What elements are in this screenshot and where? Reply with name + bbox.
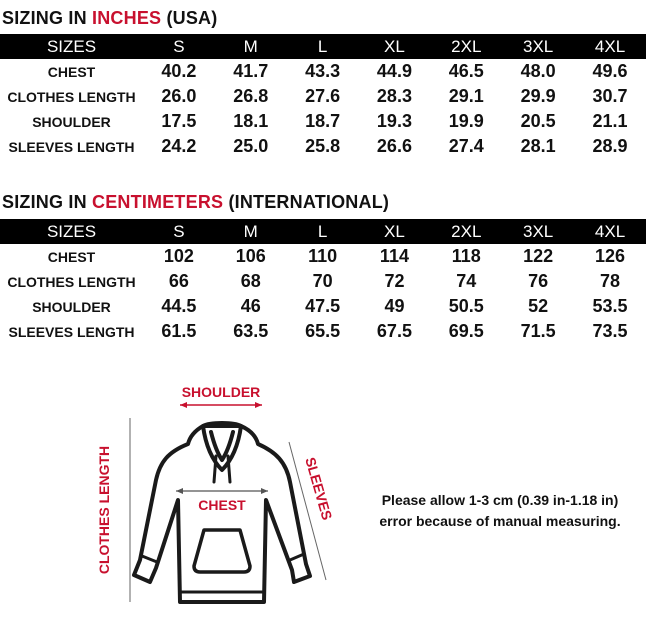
shoulder-arrow-right (255, 402, 262, 408)
table-cell: 73.5 (592, 321, 628, 341)
centimeters-header-size: 2XL (430, 219, 502, 244)
row-label: CLOTHES LENGTH (7, 273, 136, 290)
table-cell: 49.6 (592, 61, 628, 81)
table-cell: 18.1 (233, 111, 269, 131)
table-cell: 48.0 (520, 61, 556, 81)
table-cell: 29.1 (448, 86, 484, 106)
table-cell: 122 (523, 246, 554, 266)
row-label: SLEEVES LENGTH (8, 138, 135, 155)
inches-title-prefix: SIZING IN (2, 8, 87, 28)
table-cell: 28.3 (376, 86, 412, 106)
table-cell: 74 (456, 271, 477, 291)
table-cell: 68 (240, 271, 261, 291)
inches-title-suffix: (USA) (166, 8, 218, 28)
table-cell: 19.3 (376, 111, 412, 131)
table-row (0, 294, 646, 319)
centimeters-header-sizes: SIZES (0, 219, 143, 244)
centimeters-header-size: 4XL (574, 219, 646, 244)
table-cell: 18.7 (305, 111, 341, 131)
table-cell: 118 (451, 246, 481, 266)
table-cell: 25.0 (233, 136, 269, 156)
measurement-note (362, 490, 638, 532)
clothes-length-label: CLOTHES LENGTH (96, 445, 112, 575)
row-label: CLOTHES LENGTH (7, 88, 136, 105)
row-label: SHOULDER (32, 113, 111, 130)
table-cell: 27.6 (305, 86, 341, 106)
inches-header-size: 2XL (430, 34, 502, 59)
table-cell: 40.2 (161, 61, 197, 81)
table-cell: 21.1 (592, 111, 628, 131)
inches-header-size: M (215, 34, 287, 59)
table-cell: 41.7 (233, 61, 269, 81)
table-row (0, 134, 646, 159)
centimeters-section-title (2, 192, 389, 213)
table-row (0, 269, 646, 294)
shoulder-arrow-left (180, 402, 187, 408)
inches-header-sizes: SIZES (0, 34, 143, 59)
centimeters-header-size: M (215, 219, 287, 244)
shoulder-dimension (180, 384, 262, 408)
table-cell: 26.0 (161, 86, 197, 106)
table-row (0, 84, 646, 109)
centimeters-title-prefix: SIZING IN (2, 192, 87, 212)
centimeters-header-size: L (287, 219, 359, 244)
centimeters-header-row (0, 219, 646, 244)
table-cell: 126 (595, 246, 626, 266)
chest-label: CHEST (198, 497, 246, 513)
row-label: CHEST (47, 248, 96, 265)
inches-header-size: 4XL (574, 34, 646, 59)
centimeters-header-size: S (143, 219, 215, 244)
centimeters-size-table (0, 219, 646, 344)
table-cell: 61.5 (161, 321, 197, 341)
inches-size-table (0, 34, 646, 159)
inches-section-title (2, 8, 217, 29)
hoodie-measurement-diagram (0, 370, 360, 633)
table-cell: 24.2 (161, 136, 197, 156)
table-cell: 27.4 (448, 136, 484, 156)
table-cell: 50.5 (448, 296, 484, 316)
table-cell: 52 (528, 296, 549, 316)
table-cell: 106 (235, 246, 266, 266)
table-cell: 53.5 (592, 296, 628, 316)
table-cell: 29.9 (520, 86, 556, 106)
table-cell: 28.9 (592, 136, 628, 156)
inches-header-size: XL (359, 34, 431, 59)
table-cell: 30.7 (592, 86, 628, 106)
table-cell: 26.8 (233, 86, 269, 106)
table-cell: 44.5 (161, 296, 197, 316)
table-cell: 66 (168, 271, 189, 291)
note-line-1: Please allow 1-3 cm (0.39 in-1.18 in) (381, 492, 619, 508)
table-row (0, 109, 646, 134)
note-line-2: error because of manual measuring. (379, 513, 621, 529)
table-cell: 65.5 (305, 321, 341, 341)
table-cell: 47.5 (305, 296, 341, 316)
row-label: SLEEVES LENGTH (8, 323, 135, 340)
inches-header-size: S (143, 34, 215, 59)
table-row (0, 59, 646, 84)
table-cell: 70 (312, 271, 333, 291)
table-cell: 19.9 (448, 111, 484, 131)
table-cell: 114 (379, 246, 409, 266)
table-cell: 67.5 (376, 321, 412, 341)
table-cell: 46.5 (448, 61, 484, 81)
table-row (0, 319, 646, 344)
chest-dimension (176, 488, 268, 513)
table-cell: 102 (163, 246, 194, 266)
row-label: CHEST (47, 63, 96, 80)
table-cell: 43.3 (305, 61, 341, 81)
table-cell: 26.6 (376, 136, 412, 156)
centimeters-header-size: 3XL (502, 219, 574, 244)
sleeves-label: SLEEVES (302, 455, 336, 522)
table-cell: 28.1 (520, 136, 556, 156)
table-cell: 76 (528, 271, 549, 291)
table-cell: 20.5 (520, 111, 556, 131)
table-cell: 78 (600, 271, 621, 291)
shoulder-label: SHOULDER (181, 384, 261, 400)
row-label: SHOULDER (32, 298, 111, 315)
clothes-length-dimension (96, 418, 130, 602)
table-cell: 69.5 (448, 321, 484, 341)
table-cell: 110 (308, 246, 338, 266)
table-cell: 25.8 (305, 136, 341, 156)
table-cell: 49 (384, 296, 405, 316)
table-cell: 17.5 (161, 111, 197, 131)
table-row (0, 244, 646, 269)
table-cell: 63.5 (233, 321, 269, 341)
centimeters-title-suffix: (INTERNATIONAL) (228, 192, 390, 212)
inches-header-size: 3XL (502, 34, 574, 59)
inches-title-unit: INCHES (92, 8, 162, 28)
centimeters-title-unit: CENTIMETERS (92, 192, 224, 212)
inches-header-row (0, 34, 646, 59)
inches-header-size: L (287, 34, 359, 59)
chest-arrow-right (261, 488, 268, 494)
table-cell: 72 (384, 271, 405, 291)
table-cell: 46 (240, 296, 261, 316)
table-cell: 44.9 (376, 61, 412, 81)
table-cell: 71.5 (520, 321, 556, 341)
centimeters-header-size: XL (359, 219, 431, 244)
chest-arrow-left (176, 488, 183, 494)
